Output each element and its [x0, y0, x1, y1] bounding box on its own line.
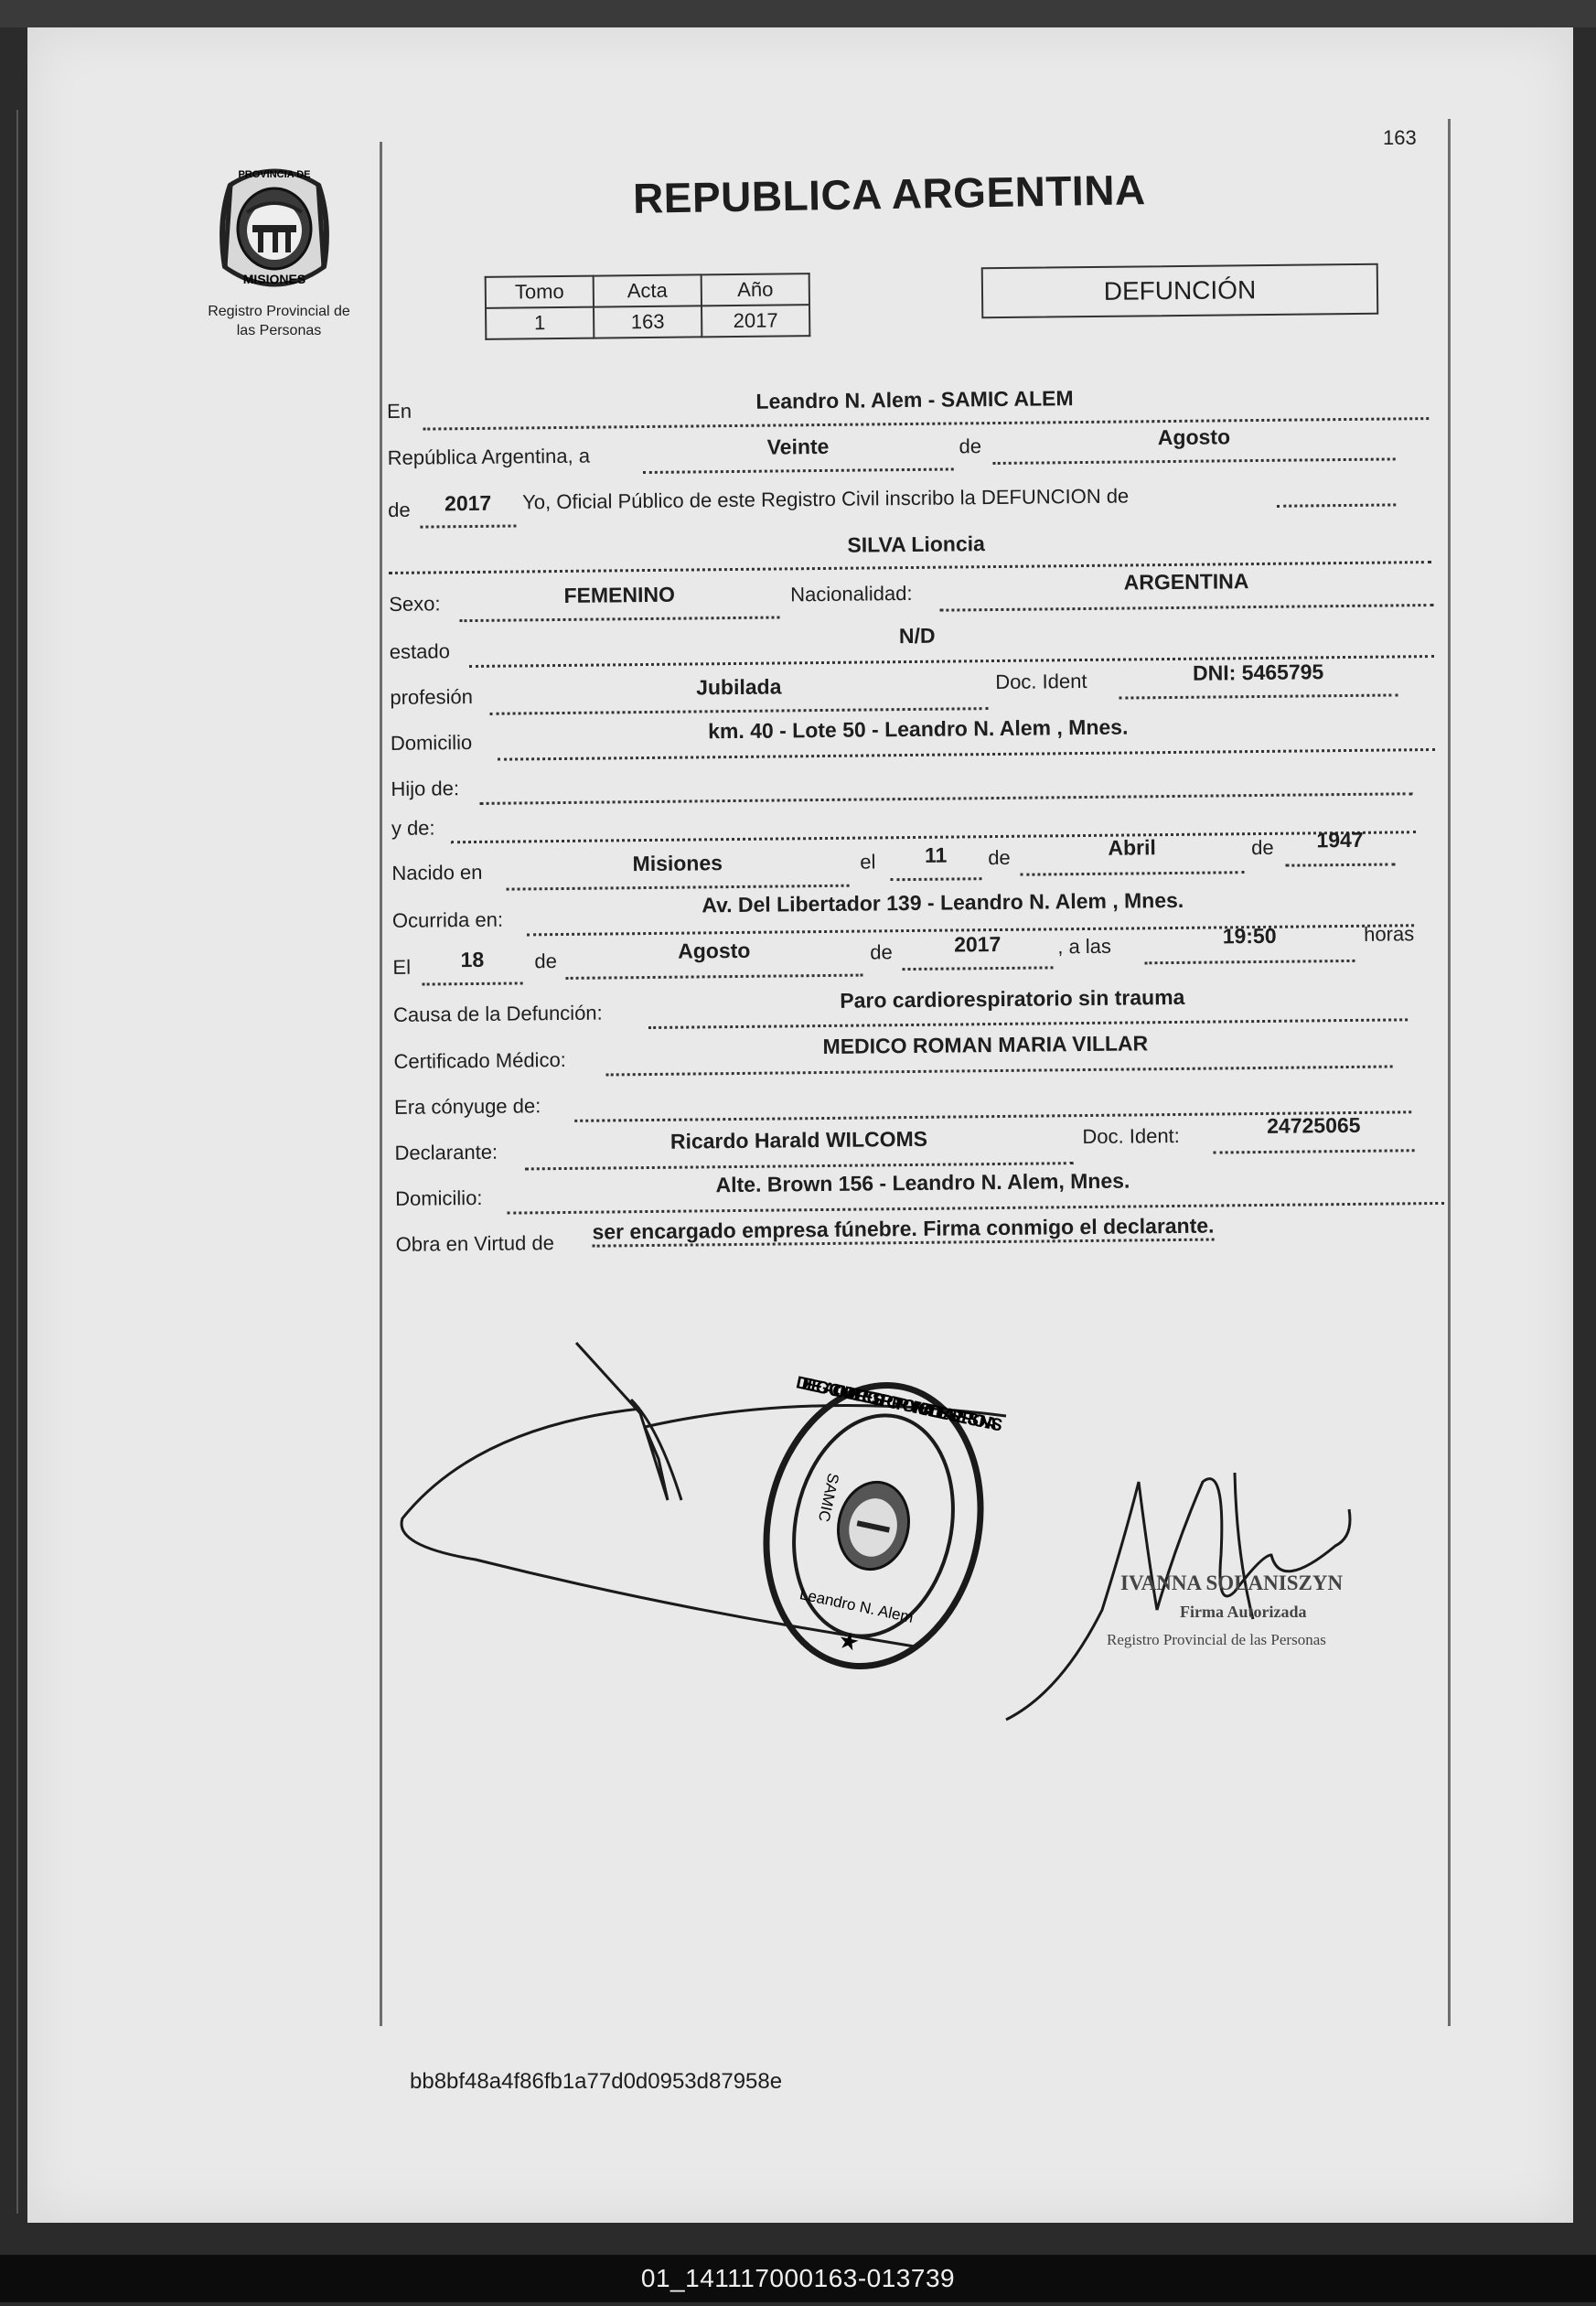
en-value: Leandro N. Alem - SAMIC ALEM: [755, 386, 1074, 413]
de-label-2: de: [388, 498, 411, 521]
dia-value: Veinte: [766, 434, 830, 459]
stamp-org: Registro Provincial de las Personas: [1107, 1631, 1326, 1648]
conyuge-label: Era cónyuge de:: [393, 1094, 541, 1119]
republica-label: República Argentina, a: [387, 444, 591, 469]
causa-label: Causa de la Defunción:: [392, 1001, 603, 1026]
def-mes-value: Agosto: [678, 938, 751, 963]
sexo-label: Sexo:: [389, 592, 441, 616]
docident2-label: Doc. Ident:: [1082, 1123, 1180, 1149]
value-anio: 2017: [702, 305, 809, 337]
def-anio-value: 2017: [954, 931, 1002, 957]
obra-value: ser encargado empresa fúnebre. Firma conmigo el declarante.: [592, 1214, 1214, 1248]
profesion-value: Jubilada: [695, 674, 782, 700]
domicilio-label: Domicilio: [390, 731, 473, 755]
ocurrida-label: Ocurrida en:: [391, 907, 504, 932]
yde-label: y de:: [391, 816, 435, 840]
nac-dia-value: 11: [924, 842, 948, 867]
delegacion-seal-icon: [741, 1365, 1005, 1686]
crest-bottom-text: MISIONES: [242, 272, 306, 286]
anio-value: 2017: [444, 490, 492, 516]
domicilio-value: km. 40 - Lote 50 - Leandro N. Alem , Mnes.: [708, 714, 1129, 744]
header-tomo: Tomo: [486, 276, 594, 308]
de-label-4: de: [1251, 835, 1274, 860]
nac-anio-value: 1947: [1316, 827, 1364, 853]
horas-label: horas: [1364, 922, 1415, 946]
en-label: En: [386, 399, 412, 423]
docident-value: DNI: 5465795: [1192, 660, 1324, 685]
nacionalidad-label: Nacionalidad:: [790, 581, 913, 606]
svg-text:★: ★: [835, 1626, 862, 1658]
profesion-label: profesión: [390, 685, 474, 709]
page-number: 163: [1383, 126, 1417, 149]
nacido-label: Nacido en: [391, 860, 483, 885]
mes-value: Agosto: [1157, 424, 1231, 450]
stamp-role: Firma Autorizada: [1180, 1603, 1307, 1621]
stamp-name: IVANNA SOLANISZYN: [1120, 1571, 1344, 1594]
header-acta: Acta: [594, 274, 702, 306]
certificado-label: Certificado Médico:: [393, 1047, 566, 1073]
seal-inner-bottom: Leandro N. Alem: [798, 1585, 916, 1627]
seal-ring-text: DELEGACION DEL REGISTRO PROVINCIAL DE LAS PERSONAS: [794, 1373, 1004, 1436]
value-tomo: 1: [486, 307, 594, 339]
def-dia-value: 18: [460, 947, 485, 972]
alas-label: , a las: [1057, 934, 1112, 959]
declarante-label: Declarante:: [394, 1140, 498, 1164]
de-label-6: de: [870, 940, 893, 964]
seal-inner-left: SAMIC: [814, 1471, 842, 1524]
docident2-value: 24725065: [1267, 1112, 1361, 1138]
crest-top-text: PROVINCIA DE: [238, 169, 311, 180]
docident-label: Doc. Ident: [995, 669, 1087, 694]
nac-mes-value: Abril: [1108, 835, 1156, 860]
certificado-value: MEDICO ROMAN MARIA VILLAR: [822, 1031, 1149, 1059]
official-signature: [1006, 1479, 1350, 1720]
inscribo-text: Yo, Oficial Público de este Registro Civil inscribo la DEFUNCION de: [522, 484, 1130, 514]
el-label-1: el: [860, 850, 876, 874]
hijo-label: Hijo de:: [391, 777, 460, 800]
domicilio2-label: Domicilio:: [394, 1185, 483, 1210]
estado-label: estado: [389, 639, 451, 663]
de-label-3: de: [988, 845, 1011, 870]
de-label-5: de: [534, 949, 558, 973]
hora-value: 19:50: [1222, 923, 1277, 949]
ocurrida-value: Av. Del Libertador 139 - Leandro N. Alem , Mnes.: [702, 887, 1184, 917]
declarante-value: Ricardo Harald WILCOMS: [669, 1126, 928, 1153]
header-anio: Año: [702, 274, 809, 306]
domicilio2-value: Alte. Brown 156 - Leandro N. Alem, Mnes.: [715, 1168, 1130, 1197]
scan-id-bar: 01_141117000163-013739: [0, 2255, 1596, 2302]
nacido-value: Misiones: [632, 851, 723, 876]
document-title: REPUBLICA ARGENTINA: [632, 166, 1147, 222]
de-label-1: de: [959, 434, 982, 458]
value-acta: 163: [594, 306, 702, 338]
nacionalidad-value: ARGENTINA: [1123, 569, 1249, 595]
deceased-name: SILVA Lioncia: [847, 531, 985, 557]
estado-value: N/D: [898, 623, 936, 649]
document-hash: bb8bf48a4f86fb1a77d0d0953d87958e: [410, 2069, 783, 2094]
obra-label: Obra en Virtud de: [395, 1231, 555, 1256]
record-type-box: DEFUNCIÓN: [981, 263, 1379, 319]
causa-value: Paro cardiorespiratorio sin trauma: [840, 984, 1185, 1013]
registro-caption: Registro Provincial de las Personas: [208, 304, 350, 338]
el-label-2: El: [392, 955, 412, 979]
sexo-value: FEMENINO: [563, 582, 676, 607]
